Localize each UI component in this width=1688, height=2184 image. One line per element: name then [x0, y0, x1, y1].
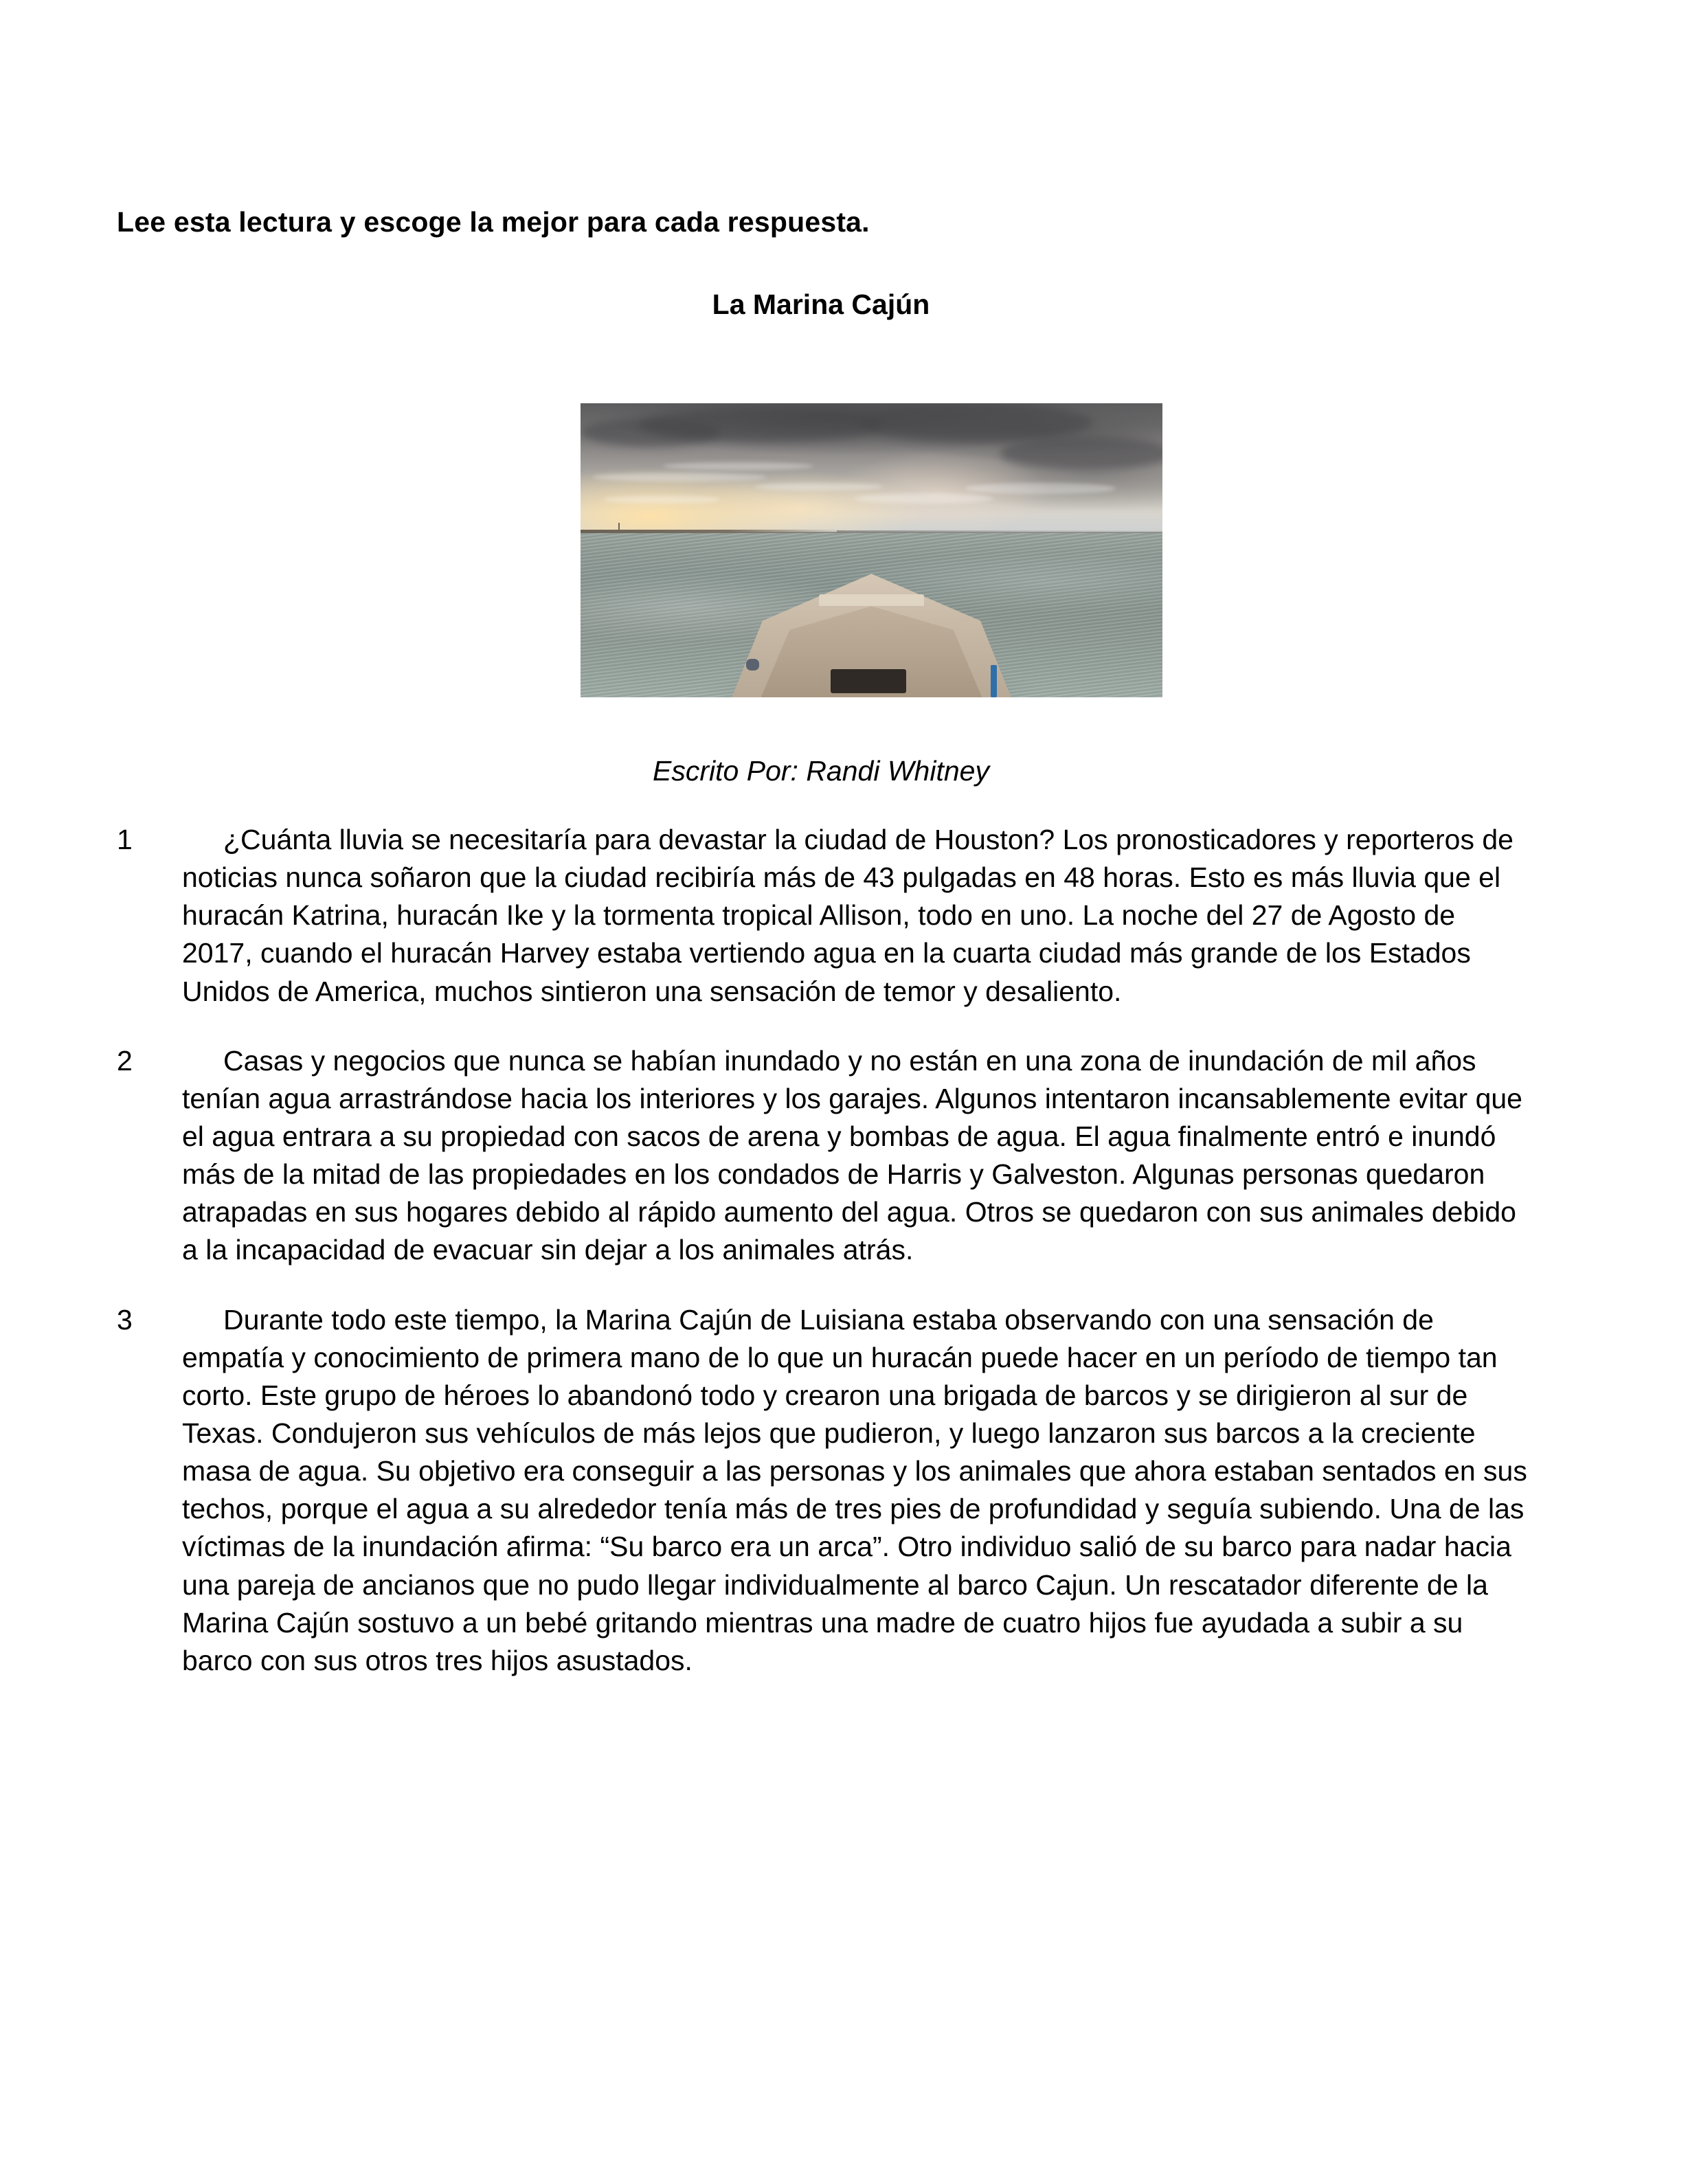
photo-tower [618, 523, 620, 530]
paragraph-text: Casas y negocios que nunca se habían inundado y no están en una zona de inundación de mil años tenían agua arrastrándose hacia los interiores y los garajes. Algunos intentaron incansablemente evitar que el agua entrara a su propiedad con sacos de arena y bombas de agua. El agua finalmente entró e inundó más de la mitad de las propiedades en los condados de Harris y Galveston. Algunas personas quedaron atrapadas en sus hogares debido al rápido aumento del agua. Otros se quedaron con sus animales debido a la incapacidad de evacuar sin dejar a los animales atrás. [182, 1044, 1522, 1266]
paragraph-1 [117, 821, 1529, 1011]
photo-boat-cleat [746, 659, 759, 671]
paragraph-number: 1 [117, 824, 133, 855]
paragraph-2 [117, 1042, 1529, 1270]
author-byline: Escrito Por: Randi Whitney [653, 755, 989, 787]
page-title: La Marina Cajún [712, 289, 930, 320]
paragraph-3 [117, 1301, 1529, 1680]
photo-boat-bow-sunset [581, 403, 1162, 697]
instruction-heading: Lee esta lectura y escoge la mejor para cada respuesta. [117, 206, 870, 238]
photo-horizon [837, 530, 1162, 532]
article-body [117, 821, 1529, 1680]
article-photo [581, 403, 1162, 697]
photo-boat-rail [819, 594, 923, 606]
photo-boat-rope [991, 665, 996, 697]
paragraph-number: 3 [117, 1303, 133, 1336]
paragraph-text: ¿Cuánta lluvia se necesitaría para devastar la ciudad de Houston? Los pronosticadores y reporteros de noticias nunca soñaron que la ciudad recibiría más de 43 pulgadas en 48 horas. Esto es más lluvia que el huracán Katrina, huracán Ike y la tormenta tropical Allison, todo en uno. La noche del 27 de Agosto de 2017, cuando el huracán Harvey estaba vertiendo agua en la cuarta ciudad más grande de los Estados Unidos de America, muchos sintieron una sensación de temor y desaliento. [182, 824, 1513, 1007]
photo-boat-hatch [831, 669, 906, 693]
photo-sky [581, 403, 1162, 532]
paragraph-text: Durante todo este tiempo, la Marina Cajún de Luisiana estaba observando con una sensación de empatía y conocimiento de primera mano de lo que un huracán puede hacer en un período de tiempo tan corto. Este grupo de héroes lo abandonó todo y crearon una brigada de barcos y se dirigieron al sur de Texas. Condujeron sus vehículos de más lejos que pudieron, y luego lanzaron sus barcos a la creciente masa de agua. Su objetivo era conseguir a las personas y los animales que ahora estaban sentados en sus techos, porque el agua a su alrededor tenía más de tres pies de profundidad y seguía subiendo. Una de las víctimas de la inundación afirma: “Su barco era un arca”. Otro individuo salió de su barco para nadar hacia una pareja de ancianos que no pudo llegar individualmente al barco Cajun. Un rescatador diferente de la Marina Cajún sostuvo a un bebé gritando mientras una madre de cuatro hijos fue ayudada a subir a su barco con sus otros tres hijos asustados. [182, 1303, 1527, 1676]
paragraph-number: 2 [117, 1044, 133, 1077]
